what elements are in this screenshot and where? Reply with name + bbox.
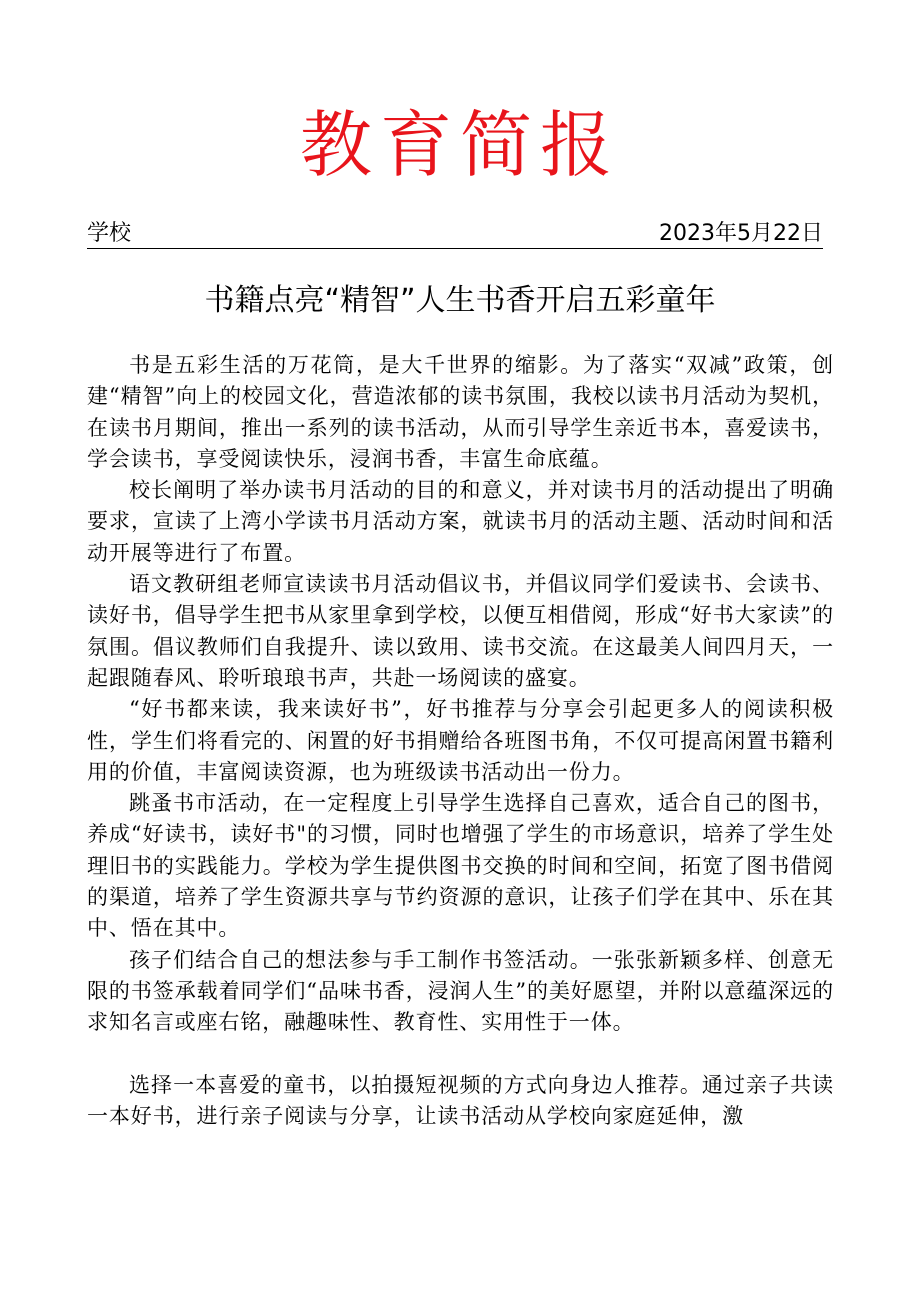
paragraph: 语文教研组老师宣读读书月活动倡议书，并倡议同学们爱读书、会读书、读好书，倡导学生把书从家里拿到学校，以便互相借阅，形成“好书大家读”的氛围。倡议教师们自我提升、读以致用、读书交流。在这最美人间四月天，一起跟随春风、聆听琅琅书声，共赴一场阅读的盛宴。 <box>87 572 834 690</box>
paragraph: 选择一本喜爱的童书，以拍摄短视频的方式向身边人推荐。通过亲子共读一本好书，进行亲子阅读与分享，让读书活动从学校向家庭延伸，激 <box>87 1072 834 1128</box>
paragraph: 校长阐明了举办读书月活动的目的和意义，并对读书月的活动提出了明确要求，宣读了上湾小学读书月活动方案，就读书月的活动主题、活动时间和活动开展等进行了布置。 <box>87 478 834 565</box>
paragraph: 跳蚤书市活动，在一定程度上引导学生选择自己喜欢，适合自己的图书，养成“好读书，读好书"的习惯，同时也增强了学生的市场意识，培养了学生处理旧书的实践能力。学校为学生提供图书交换的时间和空间，拓宽了图书借阅的渠道，培养了学生资源共享与节约资源的意识，让孩子们学在其中、乐在其中、悟在其中。 <box>87 791 834 941</box>
school-label: 学校 <box>87 221 132 246</box>
info-line <box>87 220 823 249</box>
article-headline: 书籍点亮“精智”人生书香开启五彩童年 <box>204 283 716 318</box>
masthead-title: 教育简报 <box>299 103 620 187</box>
paragraph: “好书都来读，我来读好书”，好书推荐与分享会引起更多人的阅读积极性，学生们将看完的、闲置的好书捐赠给各班图书角，不仅可提高闲置书籍利用的价值，丰富阅读资源，也为班级读书活动出一份力。 <box>87 697 834 784</box>
issue-date: 2023年5月22日 <box>659 221 823 246</box>
paragraph: 孩子们结合自己的想法参与手工制作书签活动。一张张新颖多样、创意无限的书签承载着同学们“品味书香，浸润人生”的美好愿望，并附以意蕴深远的求知名言或座右铭，融趣味性、教育性、实用性于一体。 <box>87 947 834 1035</box>
paragraph: 书是五彩生活的万花筒，是大千世界的缩影。为了落实“双减”政策，创建“精智”向上的校园文化，营造浓郁的读书氛围，我校以读书月活动为契机，在读书月期间，推出一系列的读书活动，从而引导学生亲近书本，喜爱读书，学会读书，享受阅读快乐，浸润书香，丰富生命底蕴。 <box>87 353 834 471</box>
article-body <box>87 350 834 1132</box>
